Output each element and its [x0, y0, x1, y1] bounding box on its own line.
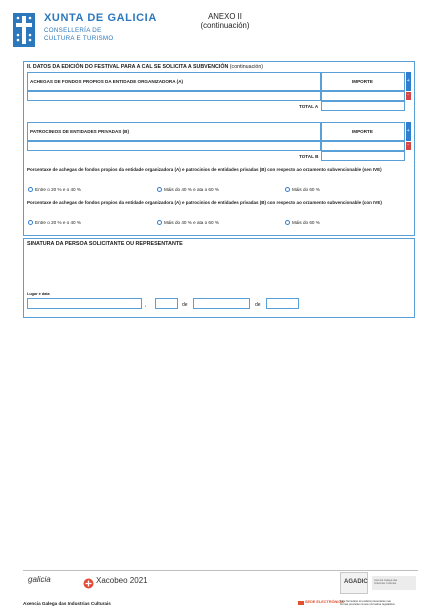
agadic-side-line-1: Axencia Galega das: [374, 579, 398, 582]
radio-icon[interactable]: [28, 220, 33, 225]
plus-icon: +: [406, 128, 410, 134]
table-a-delete-row-button[interactable]: [406, 92, 411, 100]
signature-title: SINATURA DA PERSOA SOLICITANTE OU REPRESENTANTE: [27, 241, 183, 247]
department-name: [44, 27, 114, 43]
galicia-logo: galicia: [28, 575, 51, 584]
agadic-logo-text: AGADIC: [344, 579, 368, 585]
option-label: Máis do 40 % e ata o 60 %: [164, 187, 219, 192]
table-a-amount-label: IMPORTE: [352, 79, 373, 84]
place-input[interactable]: [27, 298, 142, 309]
pct-with-vat-option-2[interactable]: [157, 220, 219, 225]
place-date-label: Lugar e data: [27, 292, 50, 296]
option-label: Entre o 20 % e o 40 %: [35, 187, 81, 192]
table-b-total-input[interactable]: [321, 151, 405, 161]
sede-electronica-label[interactable]: SEDE ELECTRÓNICA: [305, 600, 344, 604]
day-input[interactable]: [155, 298, 178, 309]
radio-icon[interactable]: [285, 187, 290, 192]
option-label: Máis do 60 %: [292, 187, 320, 192]
radio-icon[interactable]: [157, 187, 162, 192]
org-name: XUNTA DE GALICIA: [44, 12, 157, 24]
pct-without-vat-option-1[interactable]: [28, 187, 81, 192]
minus-icon: -: [407, 142, 409, 148]
table-a-row-amount-input[interactable]: [321, 91, 405, 101]
option-label: Máis do 60 %: [292, 220, 320, 225]
pct-without-vat-option-2[interactable]: [157, 187, 219, 192]
annex-subtitle: (continuación): [200, 21, 250, 30]
radio-icon[interactable]: [285, 220, 290, 225]
radio-icon[interactable]: [28, 187, 33, 192]
sede-note-line-2: formas previstas na súa normativa reguladora: [340, 603, 395, 607]
sede-note-line-1: Este formulario só poderá presentarse nas: [340, 600, 391, 603]
sede-electronica-icon: [298, 601, 304, 605]
option-label: Máis do 40 % e ata o 60 %: [164, 220, 219, 225]
footer-agency-name: Axencia Galega das Industrias Culturais: [23, 601, 111, 606]
year-input[interactable]: [266, 298, 299, 309]
table-b-add-row-button[interactable]: [406, 122, 411, 141]
agadic-side-text: [374, 579, 397, 585]
department-line-2: CULTURA E TURISMO: [44, 35, 114, 42]
table-b-total-label: TOTAL B: [299, 154, 319, 159]
xacobeo-logo-icon: [83, 576, 94, 587]
table-b-delete-row-button[interactable]: [406, 142, 411, 150]
plus-icon: +: [406, 78, 410, 84]
section-title-suffix: (continuación): [229, 64, 264, 70]
table-a-total-input[interactable]: [321, 101, 405, 111]
de-separator-1: de: [182, 302, 188, 308]
pct-with-vat-option-1[interactable]: [28, 220, 81, 225]
table-b-row-description-input[interactable]: [27, 141, 321, 151]
option-label: Entre o 20 % e o 40 %: [35, 220, 81, 225]
table-b-row-amount-input[interactable]: [321, 141, 405, 151]
pct-without-vat-option-3[interactable]: [285, 187, 320, 192]
comma-separator: ,: [145, 302, 147, 308]
annex-title: ANEXO II: [208, 12, 242, 21]
table-b-amount-label: IMPORTE: [352, 129, 373, 134]
annex-heading: [190, 12, 260, 30]
pct-with-vat-text: Porcentaxe de achegas de fondos propios da entidade organizadora (A) e patrocinios de entidades privadas (B) con respecto ao orzamento subvencionable (con IVE): [27, 200, 382, 205]
minus-icon: -: [407, 92, 409, 98]
department-line-1: CONSELLERÍA DE: [44, 27, 102, 34]
pct-without-vat-text: Porcentaxe de achegas de fondos propios da entidade organizadora (A) e patrocinios de entidades privadas (B) con respecto ao orzamento subvencionable (sen IVE): [27, 167, 382, 172]
table-a-row-description-input[interactable]: [27, 91, 321, 101]
pct-with-vat-option-3[interactable]: [285, 220, 320, 225]
agadic-side-line-2: Industrias Culturais: [374, 582, 397, 586]
footer-divider: [23, 570, 418, 571]
section-title: [27, 64, 263, 70]
month-input[interactable]: [193, 298, 250, 309]
table-a-add-row-button[interactable]: [406, 72, 411, 91]
table-a-total-label: TOTAL A: [299, 104, 319, 109]
de-separator-2: de: [255, 302, 261, 308]
xacobeo-logo-text: Xacobeo 2021: [96, 576, 148, 585]
table-a-header-label: ACHEGAS DE FONDOS PROPIOS DA ENTIDADE ORGANIZADORA (A): [30, 79, 184, 84]
radio-icon[interactable]: [157, 220, 162, 225]
table-b-header-label: PATROCINIOS DE ENTIDADES PRIVADAS (B): [30, 129, 130, 134]
sede-note: [340, 600, 395, 606]
xunta-logo-icon: [13, 13, 35, 47]
section-title-text: II. DATOS DA EDICIÓN DO FESTIVAL PARA A CAL SE SOLICITA A SUBVENCIÓN: [27, 64, 229, 70]
